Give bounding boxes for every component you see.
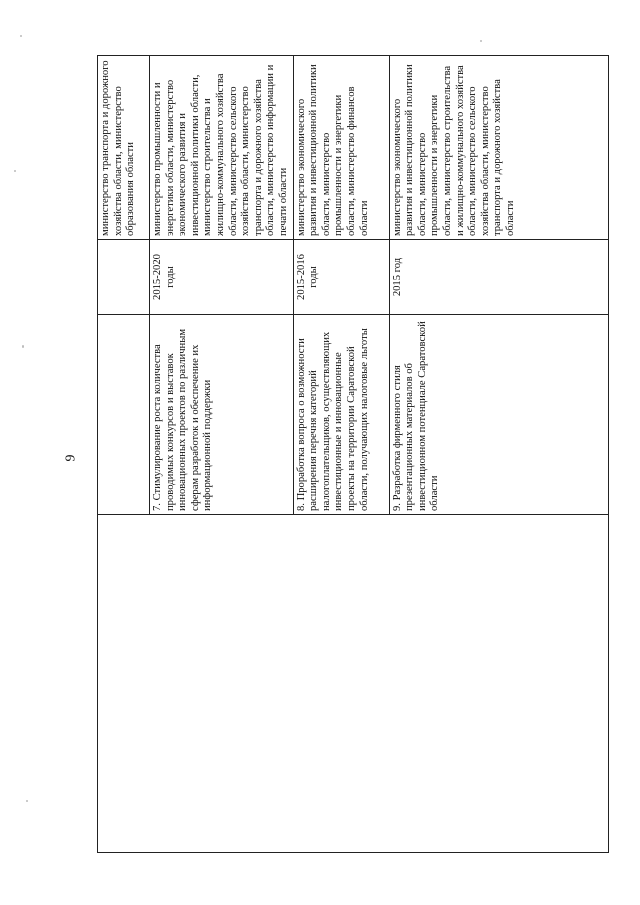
scan-speck [480, 40, 482, 42]
table-row [98, 56, 150, 853]
task-cell: 7. Стимулирование роста количества проводимых конкурсов и выставок инновационных проектов по различным сферам разработок и обеспечение их информационной поддержки [150, 315, 294, 515]
executors-cell: министерство промышленности и энергетики области, министерство экономического развития и инвестиционной политики области, министерство строительства и жилищно-коммунального хозяйства области, министерство сельского хозяйства области, министерство транспорта и дорожного хозяйства области, министерство информации и печати области [150, 56, 294, 240]
measures-table [97, 55, 609, 853]
task-cell: 8. Проработка вопроса о возможности расширения перечня категорий налогоплательщиков, осуществляющих инвестиционные и инновационные проекты на территории Саратовской области, получающих налоговые льготы [293, 315, 389, 515]
task-cell [98, 315, 150, 515]
scan-speck [14, 170, 16, 172]
period-cell: 2015-2020 годы [150, 240, 294, 315]
executors-cell: министерство экономического развития и инвестиционной политики области, министерство промышленности и энергетики области, министерство финансов области [293, 56, 389, 240]
period-cell: 2015-2016 годы [293, 240, 389, 315]
period-cell [98, 240, 150, 315]
executors-cell: министерство транспорта и дорожного хозяйства области, министерство образования области [98, 56, 150, 240]
scan-speck [26, 800, 28, 802]
period-cell: 2015 год [389, 240, 608, 315]
scan-speck [22, 345, 24, 348]
task-cell: 9. Разработка фирменного стиля презентационных материалов об инвестиционном потенциале Саратовской области [389, 315, 608, 515]
executors-cell: министерство экономического развития и инвестиционной политики области, министерство промышленности и энергетики области, министерство строительства и жилищно-коммунального хозяйства области, министерство сельского хозяйства области, министерство транспорта и дорожного хозяйства области [389, 56, 608, 240]
rotated-table-wrapper [97, 56, 601, 853]
empty-side-cell [98, 515, 609, 853]
page-number: 9 [63, 454, 79, 462]
scan-speck [20, 35, 22, 37]
